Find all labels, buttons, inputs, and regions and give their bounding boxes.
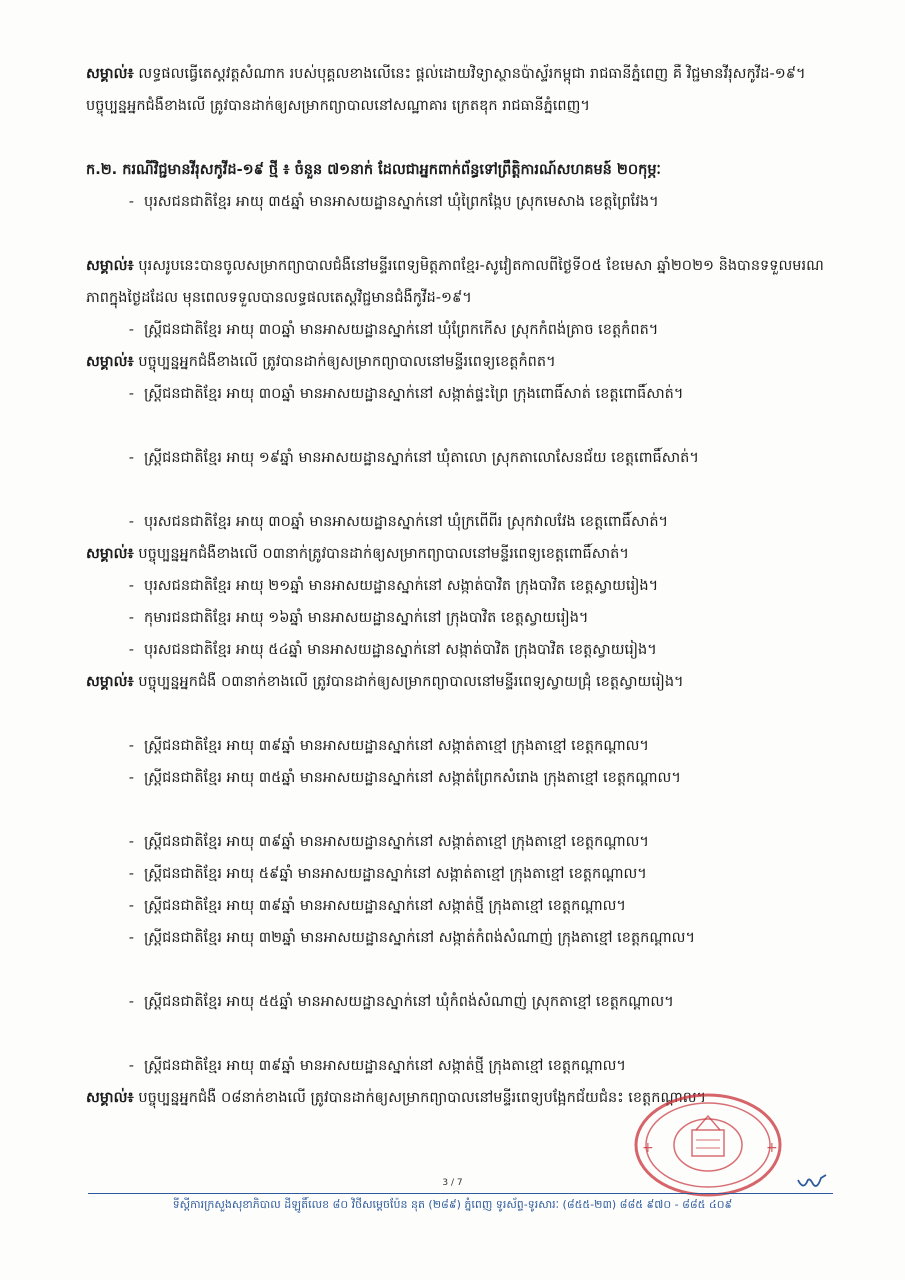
svg-text:+: + — [766, 1140, 778, 1156]
case-list-item — [86, 314, 826, 346]
note-text: បច្ចុប្បន្នអ្នកជំងឺខាងលើ ០៣នាក់ត្រូវបានដាក់ឲ្យសម្រាកព្យាបាលនៅមន្ទីរពេទ្យខេត្តពោធិ៍សាត់។ — [133, 546, 629, 562]
case-list-item — [86, 858, 826, 890]
case-list-item — [86, 634, 826, 666]
case-text: បុរសជនជាតិខ្មែរ អាយុ ៥៤ឆ្នាំ មានអាសយដ្ឋានស្នាក់នៅ សង្កាត់បាវិត ក្រុងបាវិត ខេត្តស្វាយរៀង។ — [144, 642, 657, 658]
case-text: បុរសជនជាតិខ្មែរ អាយុ ៣០ឆ្នាំ មានអាសយដ្ឋានស្នាក់នៅ ឃុំក្រពើពីរ ស្រុកវាលវែង ខេត្តពោធិ៍សាត់។ — [144, 514, 669, 530]
bullet-dash: - — [128, 770, 134, 786]
case-text: ស្ត្រីជនជាតិខ្មែរ អាយុ ៣០ឆ្នាំ មានអាសយដ្ឋានស្នាក់នៅ ឃុំព្រែកកើស ស្រុកកំពង់ត្រាច ខេត្តកំពត។ — [144, 322, 659, 338]
bullet-dash: - — [128, 898, 134, 914]
bullet-dash: - — [128, 322, 134, 338]
case-text: ស្ត្រីជនជាតិខ្មែរ អាយុ ៣៩ឆ្នាំ មានអាសយដ្ឋានស្នាក់នៅ សង្កាត់តាខ្មៅ ក្រុងតាខ្មៅ ខេត្តកណ្តាល។ — [144, 834, 649, 850]
footer-divider — [88, 1193, 833, 1194]
note-label: សម្គាល់៖ — [86, 1090, 134, 1106]
case-list-item — [86, 826, 826, 858]
bullet-dash: - — [128, 866, 134, 882]
note-text: បច្ចុប្បន្នអ្នកជំងឺ ០៣នាក់ខាងលើ ត្រូវបានដាក់ឲ្យសម្រាកព្យាបាលនៅមន្ទីរពេទ្យស្វាយជ្រុំ ខេត្តស្វាយរៀង។ — [133, 674, 684, 690]
case-list-item — [86, 730, 826, 762]
bullet-dash: - — [128, 194, 134, 210]
case-list-item — [86, 506, 826, 538]
bullet-dash: - — [128, 450, 134, 466]
bullet-dash: - — [128, 610, 134, 626]
note-text: បច្ចុប្បន្នអ្នកជំងឺខាងលើ ត្រូវបានដាក់ឲ្យសម្រាកព្យាបាលនៅមន្ទីរពេទ្យខេត្តកំពត។ — [133, 354, 556, 370]
case-text: ស្ត្រីជនជាតិខ្មែរ អាយុ ៥៩ឆ្នាំ មានអាសយដ្ឋានស្នាក់នៅ សង្កាត់តាខ្មៅ ក្រុងតាខ្មៅ ខេត្តកណ្តាល។ — [144, 866, 647, 882]
case-text: ស្ត្រីជនជាតិខ្មែរ អាយុ ១៩ឆ្នាំ មានអាសយដ្ឋានស្នាក់នៅ ឃុំតាលោ ស្រុកតាលោសែនជ័យ ខេត្តពោធិ៍សាត់។ — [144, 450, 699, 466]
bullet-dash: - — [128, 1058, 134, 1074]
case-text: បុរសជនជាតិខ្មែរ អាយុ ៣៥ឆ្នាំ មានអាសយដ្ឋានស្នាក់នៅ ឃុំព្រៃកង្កែប ស្រុកមេសាង ខេត្តព្រៃវែង។ — [144, 194, 659, 210]
bullet-dash: - — [128, 642, 134, 658]
note-paragraph — [86, 58, 826, 154]
note-label: សម្គាល់៖ — [86, 674, 134, 690]
page-number: 3 / 7 — [442, 1178, 463, 1188]
section-heading: ក.២. ករណីវិជ្ជមានវីរុសកូវីដ-១៩ ថ្មី ៖ ចំនួន ៧១នាក់ ដែលជាអ្នកពាក់ព័ន្ធទៅព្រឹត្តិការណ៍សហគមន៍ ២០កុម្ភៈ — [86, 162, 661, 178]
case-text: បុរសជនជាតិខ្មែរ អាយុ ២១ឆ្នាំ មានអាសយដ្ឋានស្នាក់នៅ សង្កាត់បាវិត ក្រុងបាវិត ខេត្តស្វាយរៀង។ — [144, 578, 659, 594]
case-text: ស្ត្រីជនជាតិខ្មែរ អាយុ ៥៥ឆ្នាំ មានអាសយដ្ឋានស្នាក់នៅ ឃុំកំពង់សំណាញ់ ស្រុកតាខ្មៅ ខេត្តកណ្តាល។ — [144, 994, 674, 1010]
bullet-dash: - — [128, 738, 134, 754]
case-text: ស្ត្រីជនជាតិខ្មែរ អាយុ ៣០ឆ្នាំ មានអាសយដ្ឋានស្នាក់នៅ សង្កាត់ផ្ទះព្រៃ ក្រុងពោធិ៍សាត់ ខេត្តពោធិ៍សាត់។ — [144, 386, 684, 402]
note-paragraph — [86, 538, 826, 570]
note-label: សម្គាល់៖ — [86, 258, 134, 274]
case-text: ស្ត្រីជនជាតិខ្មែរ អាយុ ៣៩ឆ្នាំ មានអាសយដ្ឋានស្នាក់នៅ សង្កាត់ថ្មី ក្រុងតាខ្មៅ ខេត្តកណ្តាល។ — [144, 1058, 626, 1074]
bullet-dash: - — [128, 930, 134, 946]
case-list-item — [86, 890, 826, 922]
case-text: ស្ត្រីជនជាតិខ្មែរ អាយុ ៣៩ឆ្នាំ មានអាសយដ្ឋានស្នាក់នៅ សង្កាត់តាខ្មៅ ក្រុងតាខ្មៅ ខេត្តកណ្តាល។ — [144, 738, 649, 754]
case-text: ស្ត្រីជនជាតិខ្មែរ អាយុ ៣២ឆ្នាំ មានអាសយដ្ឋានស្នាក់នៅ សង្កាត់កំពង់សំណាញ់ ក្រុងតាខ្មៅ ខេត្តកណ្តាល។ — [144, 930, 696, 946]
case-list-item — [86, 186, 826, 250]
svg-text:+: + — [642, 1140, 654, 1156]
case-list-item — [86, 378, 826, 442]
case-list-item — [86, 1050, 826, 1082]
case-list-item — [86, 986, 826, 1050]
bullet-dash: - — [128, 834, 134, 850]
case-text: ស្ត្រីជនជាតិខ្មែរ អាយុ ៣៥ឆ្នាំ មានអាសយដ្ឋានស្នាក់នៅ សង្កាត់ព្រែកសំរោង ក្រុងតាខ្មៅ ខេត្តកណ្តាល។ — [144, 770, 681, 786]
note-text: បច្ចុប្បន្នអ្នកជំងឺ ០៨នាក់ខាងលើ ត្រូវបានដាក់ឲ្យសម្រាកព្យាបាលនៅមន្ទីរពេទ្យបង្អែកជ័យជំនះ ខេត្តកណ្តាល។ — [133, 1090, 707, 1106]
note-label: សម្គាល់៖ — [86, 66, 134, 82]
case-text: កុមារជនជាតិខ្មែរ អាយុ ១៦ឆ្នាំ មានអាសយដ្ឋានស្នាក់នៅ ក្រុងបាវិត ខេត្តស្វាយរៀង។ — [144, 610, 589, 626]
case-text: ស្ត្រីជនជាតិខ្មែរ អាយុ ៣៩ឆ្នាំ មានអាសយដ្ឋានស្នាក់នៅ សង្កាត់ថ្មី ក្រុងតាខ្មៅ ខេត្តកណ្តាល។ — [144, 898, 626, 914]
note-paragraph — [86, 666, 826, 730]
case-list-item — [86, 922, 826, 986]
note-paragraph — [86, 346, 826, 378]
bullet-dash: - — [128, 994, 134, 1010]
note-paragraph — [86, 250, 826, 314]
bullet-dash: - — [128, 514, 134, 530]
case-list-item — [86, 602, 826, 634]
bullet-dash: - — [128, 386, 134, 402]
case-list-item — [86, 762, 826, 826]
document-body — [86, 58, 826, 1146]
case-list-item — [86, 570, 826, 602]
footer-address: ទីស្តីការក្រសួងសុខាភិបាល ដីឡូតិ៍លេខ ៨០ វិថីសម្តេចប៉ែន នុត (២៨៩) ភ្នំពេញ ទូរស័ព្ទ-ទូរសារៈ (៨៥៥-២៣) ៨៨៥ ៩៧០ - ៨៨៥ ៤០៩ — [172, 1198, 733, 1211]
note-text: បុរសរូបនេះបានចូលសម្រាកព្យាបាលជំងឺនៅមន្ទីរពេទ្យមិត្តភាពខ្មែរ-សូវៀតកាលពីថ្ងៃទី០៥ ខែមេសា ឆ្នាំ២០២១ និងបានទទួលមរណភាពក្នុងថ្ងៃដដែល មុនពេលទទួលបានលទ្ធផលតេស្តវិជ្ជមានជំងឺកូវីដ-១៩។ — [86, 258, 824, 306]
case-list-item — [86, 442, 826, 506]
note-text: លទ្ធផលធ្វើតេស្តវត្តសំណាក របស់បុគ្គលខាងលើនេះ ផ្តល់ដោយវិទ្យាស្ថានប៉ាស្ទ័រកម្ពុជា រាជធានីភ្នំពេញ គឺ វិជ្ជមានវីរុសកូវីដ-១៩។ បច្ចុប្បន្នអ្នកជំងឺខាងលើ ត្រូវបានដាក់ឲ្យសម្រាកព្យាបាលនៅសណ្ឋាគារ ក្រេតឌុក រាជធានីភ្នំពេញ។ — [86, 66, 806, 114]
note-label: សម្គាល់៖ — [86, 354, 134, 370]
bullet-dash: - — [128, 578, 134, 594]
note-label: សម្គាល់៖ — [86, 546, 134, 562]
